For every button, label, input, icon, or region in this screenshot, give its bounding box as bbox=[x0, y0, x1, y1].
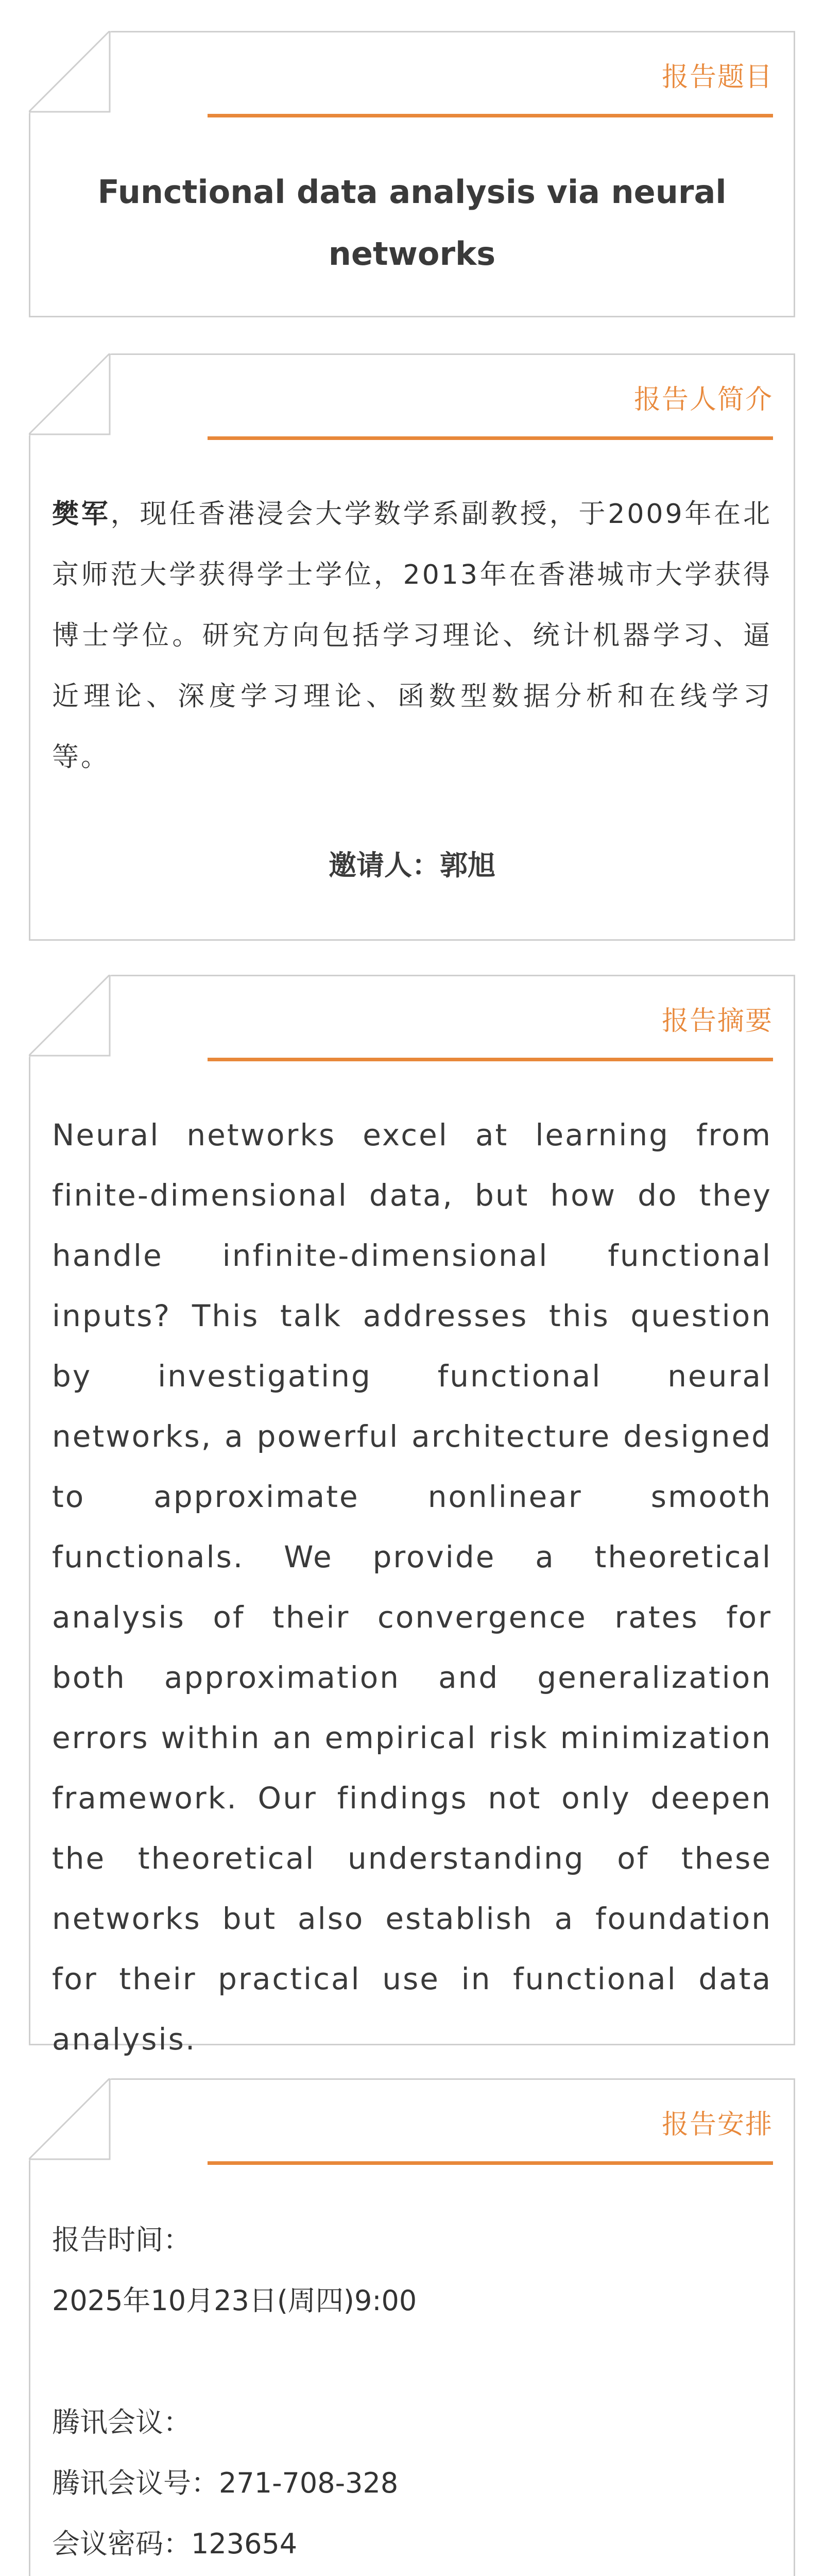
speaker-name: 樊军 bbox=[52, 499, 111, 530]
inviter: 邀请人：郭旭 bbox=[329, 849, 495, 882]
heading-divider bbox=[208, 436, 773, 440]
folded-corner-icon bbox=[29, 31, 111, 113]
speaker-bio bbox=[52, 484, 772, 788]
folded-corner-icon bbox=[29, 2078, 111, 2161]
schedule-card bbox=[29, 2078, 795, 2576]
abstract-card bbox=[29, 975, 795, 2057]
heading-divider bbox=[208, 2161, 773, 2165]
meeting-label: 腾讯会议： bbox=[52, 2406, 191, 2438]
speaker-heading: 报告人简介 bbox=[633, 384, 773, 415]
topic-heading: 报告题目 bbox=[661, 62, 773, 93]
meeting-id: 腾讯会议号：271-708-328 bbox=[52, 2467, 399, 2499]
heading-divider bbox=[208, 1058, 773, 1061]
time-label: 报告时间： bbox=[52, 2224, 191, 2256]
folded-corner-icon bbox=[29, 353, 111, 436]
abstract-text: Neural networks excel at learning from finite-dimensional data, but how do they handle infinite-dimensional functional inputs? This talk addresses this question by investigating functional neural networks, a powerful architecture designed to approximate nonlinear smooth functionals. We provide a theoretical analysis of their convergence rates for both approximation and generalization errors within an empirical risk minimization framework. Our findings not only deepen the theoretical understanding of these networks but also establish a foundation for their practical use in functional data analysis. bbox=[52, 1117, 772, 2057]
topic-card bbox=[29, 31, 795, 317]
time-value: 2025年10月23日(周四)9:00 bbox=[52, 2284, 417, 2317]
heading-divider bbox=[208, 114, 773, 117]
talk-title: Functional data analysis via neural networks bbox=[97, 173, 727, 273]
schedule-heading: 报告安排 bbox=[661, 2109, 773, 2140]
speaker-card bbox=[29, 353, 795, 941]
speaker-bio-text: ，现任香港浸会大学数学系副教授，于2009年在北京师范大学获得学士学位，2013年在香港城市大学获得博士学位。研究方向包括学习理论、统计机器学习、逼近理论、深度学习理论、函数型数据分析和在线学习等。 bbox=[52, 499, 772, 773]
blank-line bbox=[52, 2331, 772, 2392]
abstract-heading: 报告摘要 bbox=[661, 1006, 773, 1037]
folded-corner-icon bbox=[29, 975, 111, 1057]
meeting-password: 会议密码：123654 bbox=[52, 2528, 298, 2560]
